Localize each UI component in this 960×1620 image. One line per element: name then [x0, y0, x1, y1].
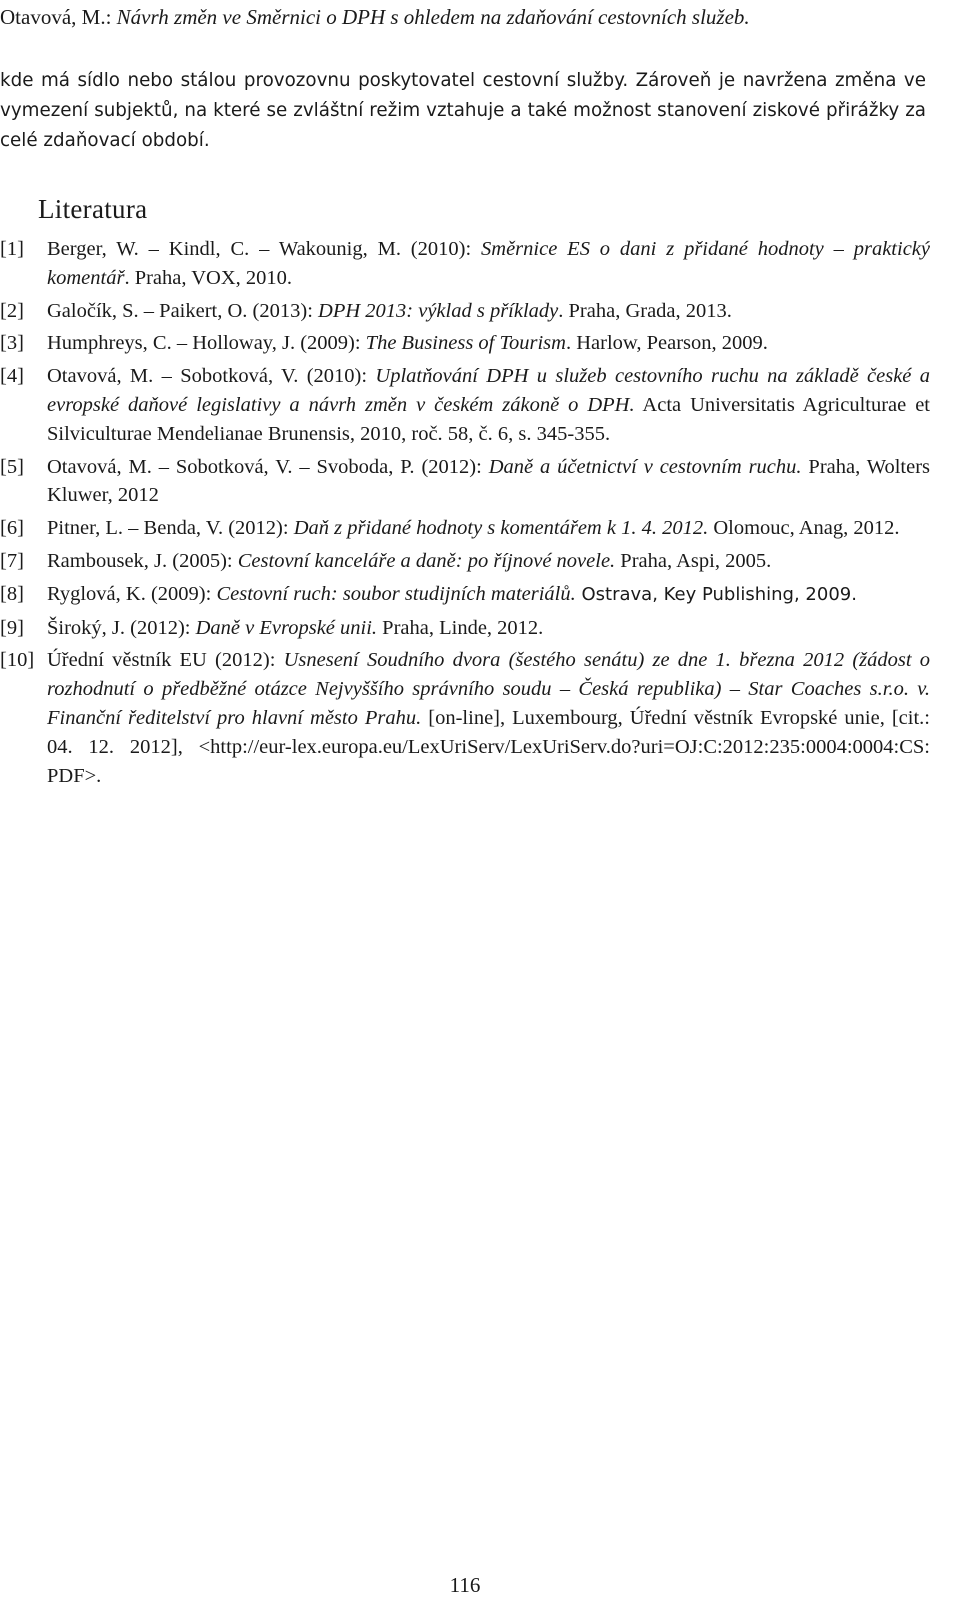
reference-text [47, 514, 930, 543]
reference-authors: Otavová, M. – Sobotková, V. (2010): [47, 365, 376, 388]
reference-number: [1] [0, 238, 24, 260]
reference-authors: Galočík, S. – Paikert, O. (2013): [47, 299, 319, 322]
reference-title: Uplatňování DPH u služeb cestovního ruchu na základě české a evropské daňové legislativy a návrh změn v českém zákoně o DPH. [47, 365, 931, 416]
reference-title: Usnesení Soudního dvora (šestého senátu) ze dne 1. března 2012 (žádost o rozhodnutí o předběžné otázce Nejvyššího správního soudu – Česká republika) – Star Coaches s.r.o. v. Finanční ředitelství pro hlavní město Prahu. [47, 649, 930, 729]
reference-number: [5] [0, 455, 24, 478]
reference-text [47, 580, 930, 610]
reference-item [0, 362, 930, 448]
reference-publisher: Praha, Linde, 2012. [377, 616, 544, 639]
running-header [0, 4, 940, 30]
reference-text [47, 297, 930, 326]
reference-authors: Úřední věstník EU (2012): [47, 649, 284, 672]
literature-heading: Literatura [38, 194, 148, 224]
reference-publisher: Praha, Aspi, 2005. [615, 549, 772, 572]
header-title: Návrh změn ve Směrnici o DPH s ohledem na zdaňování cestovních služeb. [116, 5, 750, 29]
reference-item [0, 329, 930, 358]
reference-publisher: Praha, Wolters Kluwer, 2012 [47, 455, 931, 507]
reference-item [0, 453, 930, 511]
reference-text [47, 614, 930, 643]
reference-number: [8] [0, 582, 24, 605]
reference-item [0, 614, 930, 643]
reference-title: Cestovní kanceláře a daně: po říjnové novele. [237, 549, 616, 572]
reference-title: Cestovní ruch: soubor studijních materiálů. [216, 582, 576, 605]
reference-authors: Rambousek, J. (2005): [47, 549, 238, 572]
reference-publisher: . Harlow, Pearson, 2009. [565, 332, 768, 355]
reference-text [47, 329, 930, 358]
reference-item [0, 297, 930, 326]
reference-publisher: Olomouc, Anag, 2012. [708, 517, 900, 540]
reference-text [47, 646, 930, 790]
reference-item [0, 514, 930, 543]
reference-publisher: [on-line], Luxembourg, Úřední věstník Evropské unie, [cit.: 04. 12. 2012], <http://eur-lex.europa.eu/LexUriServ/LexUriServ.do?uri=OJ:C:2012:235:0004:0004:CS: PDF>. [47, 706, 930, 787]
reference-title: Daně v Evropské unii. [195, 616, 378, 639]
reference-item [0, 235, 930, 293]
reference-text [47, 547, 930, 576]
reference-publisher: . Praha, Grada, 2013. [558, 299, 732, 322]
reference-title: Daň z přidané hodnoty s komentářem k 1. 4. 2012. [293, 517, 709, 540]
reference-number: [6] [0, 517, 24, 540]
reference-authors: Široký, J. (2012): [47, 616, 196, 639]
reference-list [0, 235, 930, 794]
reference-authors: Pitner, L. – Benda, V. (2012): [47, 517, 294, 540]
reference-authors: Humphreys, C. – Holloway, J. (2009): [47, 332, 366, 355]
intro-paragraph: kde má sídlo nebo stálou provozovnu poskytovatel cestovní služby. Zároveň je navržena změna ve vymezení subjektů, na které se zvláštní režim vztahuje a také možnost stanovení ziskové přirážky za celé zdaňovací období. [0, 70, 926, 151]
reference-authors: Ryglová, K. (2009): [47, 582, 217, 605]
reference-number: [9] [0, 616, 24, 639]
reference-title: The Business of Tourism [365, 332, 566, 355]
header-author: Otavová, M.: [0, 5, 112, 29]
reference-number: [4] [0, 365, 24, 388]
reference-item [0, 646, 930, 790]
reference-publisher: Ostrava, Key Publishing, 2009. [575, 583, 857, 605]
reference-number: [3] [0, 332, 24, 355]
reference-authors: Otavová, M. – Sobotková, V. – Svoboda, P. (2012): [47, 455, 489, 478]
reference-number: [2] [0, 299, 24, 322]
reference-publisher: . Praha, VOX, 2010. [124, 266, 293, 289]
reference-item [0, 547, 930, 576]
reference-text [47, 362, 930, 448]
page-number: 116 [449, 1573, 481, 1597]
reference-title: DPH 2013: výklad s příklady [318, 299, 559, 322]
reference-number: [10] [0, 649, 35, 672]
reference-text [47, 235, 930, 293]
reference-authors: Berger, W. – Kindl, C. – Wakounig, M. (2010): [47, 238, 482, 260]
reference-number: [7] [0, 549, 24, 572]
reference-publisher: Acta Universitatis Agriculturae et Silviculturae Mendelianae Brunensis, 2010, roč. 58, č. 6, s. 345-355. [47, 393, 930, 445]
reference-title: Směrnice ES o dani z přidané hodnoty – praktický komentář [47, 238, 930, 289]
reference-title: Daně a účetnictví v cestovním ruchu. [488, 455, 802, 478]
reference-item [0, 580, 930, 610]
reference-text [47, 453, 930, 511]
